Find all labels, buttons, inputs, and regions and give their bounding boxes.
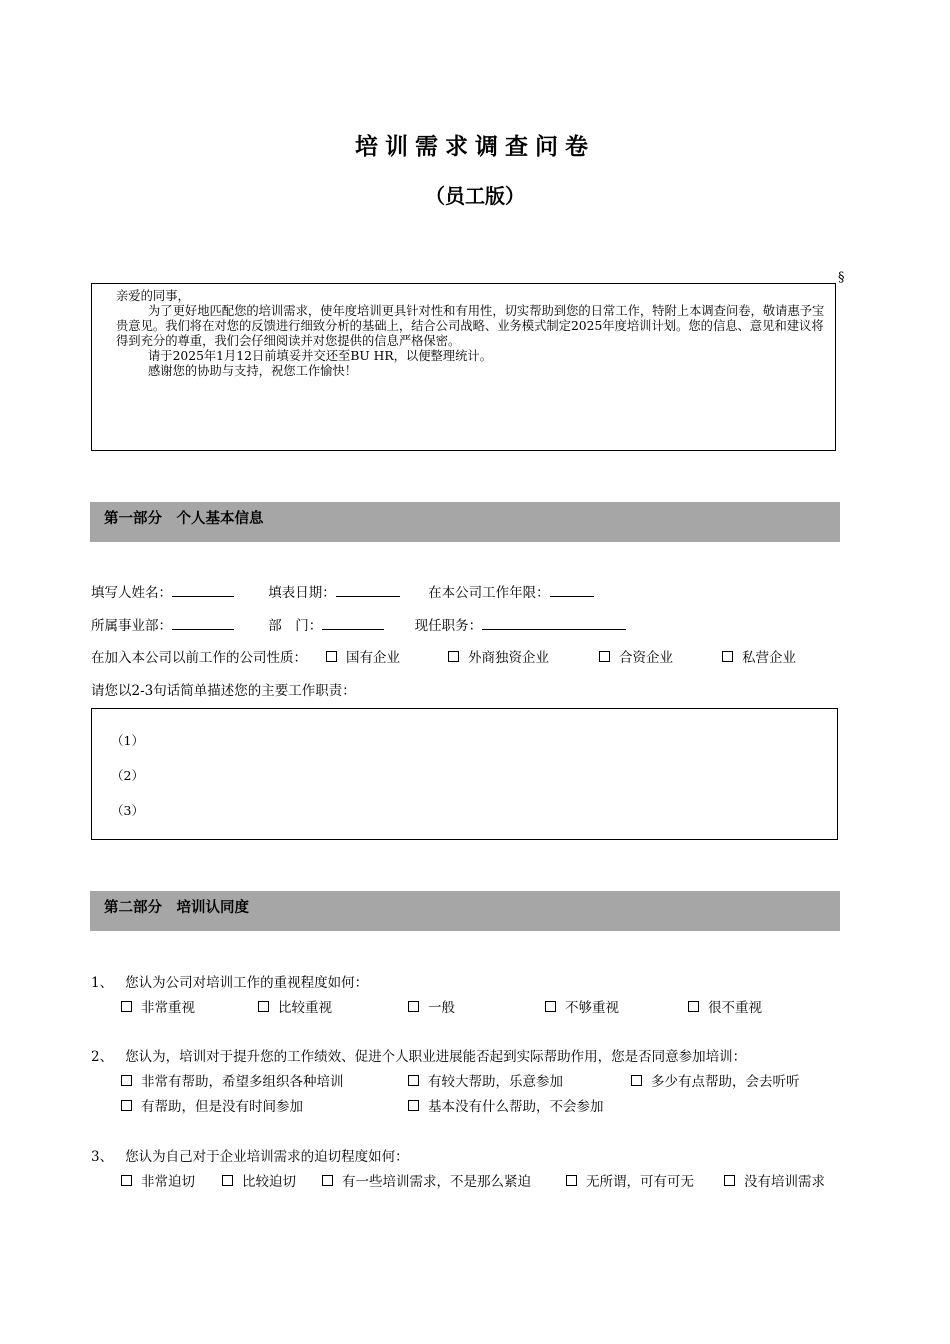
question-number: 2、 [91,1049,114,1065]
part2-heading: 第二部分 培训认同度 [90,891,840,931]
checkbox-icon[interactable] [121,1075,132,1086]
checkbox-icon[interactable] [545,1001,556,1012]
company-type-label: 在加入本公司以前工作的公司性质： [91,650,307,666]
duty-item-3: （3） [111,803,144,818]
name-field[interactable] [172,582,234,597]
q3-option-5[interactable]: 没有培训需求 [724,1170,825,1190]
duties-prompt: 请您以2-3句话简单描述您的主要工作职责： [91,683,356,699]
date-label: 填表日期： [268,585,336,601]
page-subtitle: （员工版） [425,184,525,208]
intro-box [91,283,836,451]
section-mark: § [838,270,845,285]
q2-option-3[interactable]: 多少有点帮助，会去听听 [631,1070,800,1090]
info-row-2 [91,614,626,634]
position-field[interactable] [482,615,626,630]
page-title: 培训需求调查问卷 [355,134,595,160]
checkbox-icon[interactable] [724,1175,735,1186]
years-field[interactable] [550,582,594,597]
question-3 [91,1145,409,1165]
question-number: 3、 [91,1149,114,1165]
q3-option-4[interactable]: 无所谓，可有可无 [566,1170,694,1190]
q3-option-1[interactable]: 非常迫切 [121,1170,195,1190]
duties-box[interactable] [91,708,838,840]
q1-option-1[interactable]: 非常重视 [121,996,195,1016]
checkbox-icon[interactable] [722,651,733,662]
date-field[interactable] [336,582,400,597]
checkbox-icon[interactable] [688,1001,699,1012]
checkbox-icon[interactable] [326,651,337,662]
q3-option-3[interactable]: 有一些培训需求，不是那么紧迫 [322,1170,531,1190]
position-label: 现任职务： [414,618,483,634]
company-type-option-private[interactable]: 私营企业 [722,646,796,666]
division-field[interactable] [172,615,234,630]
checkbox-icon[interactable] [222,1175,233,1186]
company-type-option-foreign[interactable]: 外商独资企业 [448,646,549,666]
info-row-1 [91,581,594,601]
intro-greeting: 亲爱的同事， [116,289,190,303]
checkbox-icon[interactable] [631,1075,642,1086]
q1-option-5[interactable]: 很不重视 [688,996,762,1016]
q1-option-3[interactable]: 一般 [408,996,455,1016]
q2-option-2[interactable]: 有较大帮助，乐意参加 [408,1070,563,1090]
checkbox-icon[interactable] [121,1001,132,1012]
q3-option-2[interactable]: 比较迫切 [222,1170,296,1190]
question-number: 1、 [91,975,114,991]
intro-paragraph-3: 感谢您的协助与支持，祝您工作愉快！ [148,364,358,378]
question-text: 您认为自己对于企业培训需求的迫切程度如何： [125,1149,409,1165]
checkbox-icon[interactable] [448,651,459,662]
intro-paragraph-1: 为了更好地匹配您的培训需求，使年度培训更具针对性和有用性，切实帮助到您的日常工作，特附上本调查问卷，敬请惠予宝贵意见。我们将在对您的反馈进行细致分析的基础上，结合公司战略、业务模式制定2025年度培训计划。您的信息、意见和建议将得到充分的尊重，我们会仔细阅读并对您提供的信息严格保密。 [116,304,825,348]
part1-heading: 第一部分 个人基本信息 [90,502,840,542]
dept-label: 部 门： [268,618,323,634]
checkbox-icon[interactable] [408,1001,419,1012]
q2-option-1[interactable]: 非常有帮助，希望多组织各种培训 [121,1070,344,1090]
company-type-option-jv[interactable]: 合资企业 [599,646,673,666]
years-label: 在本公司工作年限： [428,585,550,601]
question-text: 您认为公司对培训工作的重视程度如何： [125,975,369,991]
duty-item-2: （2） [111,768,144,783]
dept-field[interactable] [322,615,384,630]
checkbox-icon[interactable] [121,1175,132,1186]
duty-item-1: （1） [111,733,144,748]
question-2 [91,1045,746,1065]
checkbox-icon[interactable] [121,1100,132,1111]
checkbox-icon[interactable] [566,1175,577,1186]
question-1 [91,971,368,991]
checkbox-icon[interactable] [599,651,610,662]
q2-option-5[interactable]: 基本没有什么帮助，不会参加 [408,1095,604,1115]
intro-paragraph-2: 请于2025年1月12日前填妥并交还至BU HR，以便整理统计。 [148,349,492,363]
q2-option-4[interactable]: 有帮助，但是没有时间参加 [121,1095,303,1115]
name-label: 填写人姓名： [91,585,172,601]
question-text: 您认为，培训对于提升您的工作绩效、促进个人职业进展能否起到实际帮助作用，您是否同意参加培训： [125,1049,747,1065]
company-type-row [91,646,307,666]
checkbox-icon[interactable] [408,1100,419,1111]
q1-option-4[interactable]: 不够重视 [545,996,619,1016]
checkbox-icon[interactable] [258,1001,269,1012]
division-label: 所属事业部： [91,618,172,634]
q1-option-2[interactable]: 比较重视 [258,996,332,1016]
company-type-option-state[interactable]: 国有企业 [326,646,400,666]
checkbox-icon[interactable] [408,1075,419,1086]
checkbox-icon[interactable] [322,1175,333,1186]
